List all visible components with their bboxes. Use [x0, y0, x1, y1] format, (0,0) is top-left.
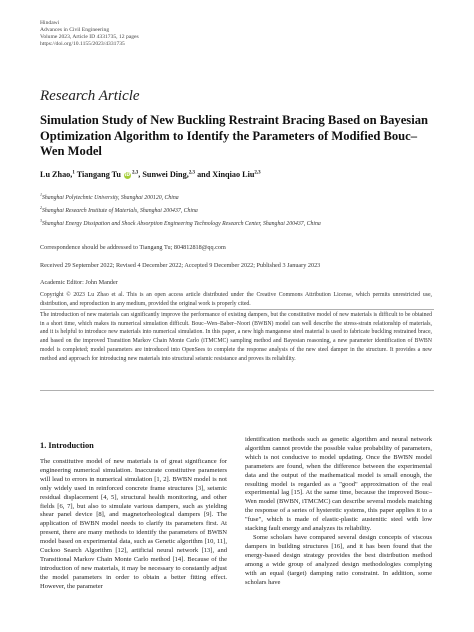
author-name: Sunwei Ding, — [142, 170, 189, 179]
orcid-icon[interactable]: iD — [124, 173, 131, 178]
article-type: Research Article — [40, 88, 140, 104]
abstract-text: The introduction of new materials can significantly improve the performance of existing dampers, but the constitutive model of new materials is difficult to be obtained in a short time, which makes its numerical simulation difficult. Bouc–Wen–Baber–Noori (BWBN) model can well describe the stress-strain relationship of materials, and it is helpful to introduce new materials into numerical simulation. In this paper, a new high manganese steel material is used to fabricate buckling restrained brace, and based on the improved Transition Markov Chain Monte Carlo (iTMCMC) sampling method and Bayesian reasoning, a new parameter identification of BWBN model is completed; model parameters are introduced into OpenSees to complete the response analysis of the new steel damper in the structure. It provides a new method and approach for introducing new materials into structural seismic resistance and proves its reliability. — [40, 312, 432, 362]
author-affil-sup: 2,3 — [254, 170, 261, 176]
journal-header — [40, 20, 139, 48]
publisher-name: Hindawi — [40, 20, 60, 26]
author-affil-sup: 1 — [72, 170, 75, 176]
author-name: and Xinqiao Liu — [197, 170, 255, 179]
affiliation-list — [40, 190, 440, 229]
affiliation-text: Shanghai Energy Dissipation and Shock Absorption Engineering Technology Research Center, Shanghai 200437, China — [42, 220, 321, 227]
affiliation-item — [40, 203, 440, 216]
body-paragraph: identification methods such as genetic algorithm and neural network algorithm cannot provide the possible value probability of parameters, which is not conducive to model updating. Once the BWBN model parameters are found, when the difference between the experimental data and the output of the mathematical model is small enough, the resulting model is regarded as a "good" approximation of the real experimental lag [15]. At the same time, because the improved Bouc–Wen model (BWBN, iTMCMC) can describe several models matching the response of a series of hysteretic systems, this paper applies it to a "fuse", which is made of elastic-plastic austenitic steel with low stacking fault energy and analyzes its reliability. — [245, 436, 432, 533]
doi-link[interactable]: https://doi.org/10.1155/2023/4331735 — [40, 41, 125, 47]
journal-name: Advances in Civil Engineering — [40, 27, 110, 33]
author-name: Tiangang Tu — [76, 170, 121, 179]
affiliation-number: 1 — [40, 192, 42, 197]
affiliation-item — [40, 190, 440, 203]
body-paragraph: The constitutive model of new materials is of great significance for engineering numerical simulation. Inaccurate constitutive parameters will lead to errors in numerical simulation [1, 2]. BWBN model is not only widely used in reinforced concrete frame structures [3], seismic residual displacement [4, 5], structural health monitoring, and other fields [6, 7], but also to simulate various dampers, such as yielding shear panel device [8], and magnetorheological dampers [9]. The application of BWBN model needs to clarify its parameters first. At present, there are many methods to identify the parameters of BWBN model based on experimental data, such as Genetic algorithm [10, 11], Cuckoo Search Algorithm [12], artificial neural network [13], and Transitional Markov Chain Monte Carlo method [14]. Because of the introduction of new materials, it may be necessary to constantly adjust the model parameters in order to obtain a better fitting effect. However, the parameter — [40, 458, 227, 590]
affiliation-item — [40, 216, 440, 229]
publication-dates: Received 29 September 2022; Revised 4 December 2022; Accepted 9 December 2022; Published 3 January 2023 — [40, 262, 321, 269]
affiliation-number: 3 — [40, 217, 42, 223]
correspondence-note: Correspondence should be addressed to Tiangang Tu; 804812818@qq.com — [40, 244, 226, 251]
affiliation-text: Shanghai Research Institute of Materials, Shanghai 200437, China — [42, 207, 198, 214]
body-paragraph: Some scholars have compared several design concepts of viscous dampers in building structures [16], and it has been found that the energy-based design strategy provides the best distribution method among a wide group of analyzed design methodologies complying with an equal (target) damping ratio constraint. In addition, some scholars have — [245, 533, 432, 586]
affiliation-number: 2 — [40, 204, 42, 210]
section-heading: 1. Introduction — [40, 441, 94, 450]
author-separator: , — [138, 170, 141, 179]
abstract-bottom-divider — [40, 390, 434, 391]
author-affil-sup: 2,3 — [132, 170, 139, 176]
academic-editor: Academic Editor: John Mander — [40, 279, 118, 286]
author-affil-sup: 2,3 — [188, 170, 196, 176]
affiliation-text: Shanghai Polytechnic University, Shanghai 200120, China — [42, 194, 179, 201]
copyright-notice: Copyright © 2023 Lu Zhao et al. This is an open access article distributed under the Creative Commons Attribution License, which permits unrestricted use, distribution, and reproduction in any medium, provided the original work is properly cited. — [40, 292, 432, 307]
author-name: Lu Zhao, — [40, 170, 73, 179]
body-column-left — [40, 458, 227, 592]
abstract-top-divider — [40, 309, 434, 310]
body-column-right — [245, 436, 432, 587]
paper-title: Simulation Study of New Buckling Restraint Bracing Based on Bayesian Optimization Algorithm to Identify the Parameters of Modified Bouc–Wen Model — [40, 113, 429, 159]
volume-line: Volume 2023, Article ID 4331735, 12 pages — [40, 34, 139, 40]
author-list — [40, 170, 440, 179]
